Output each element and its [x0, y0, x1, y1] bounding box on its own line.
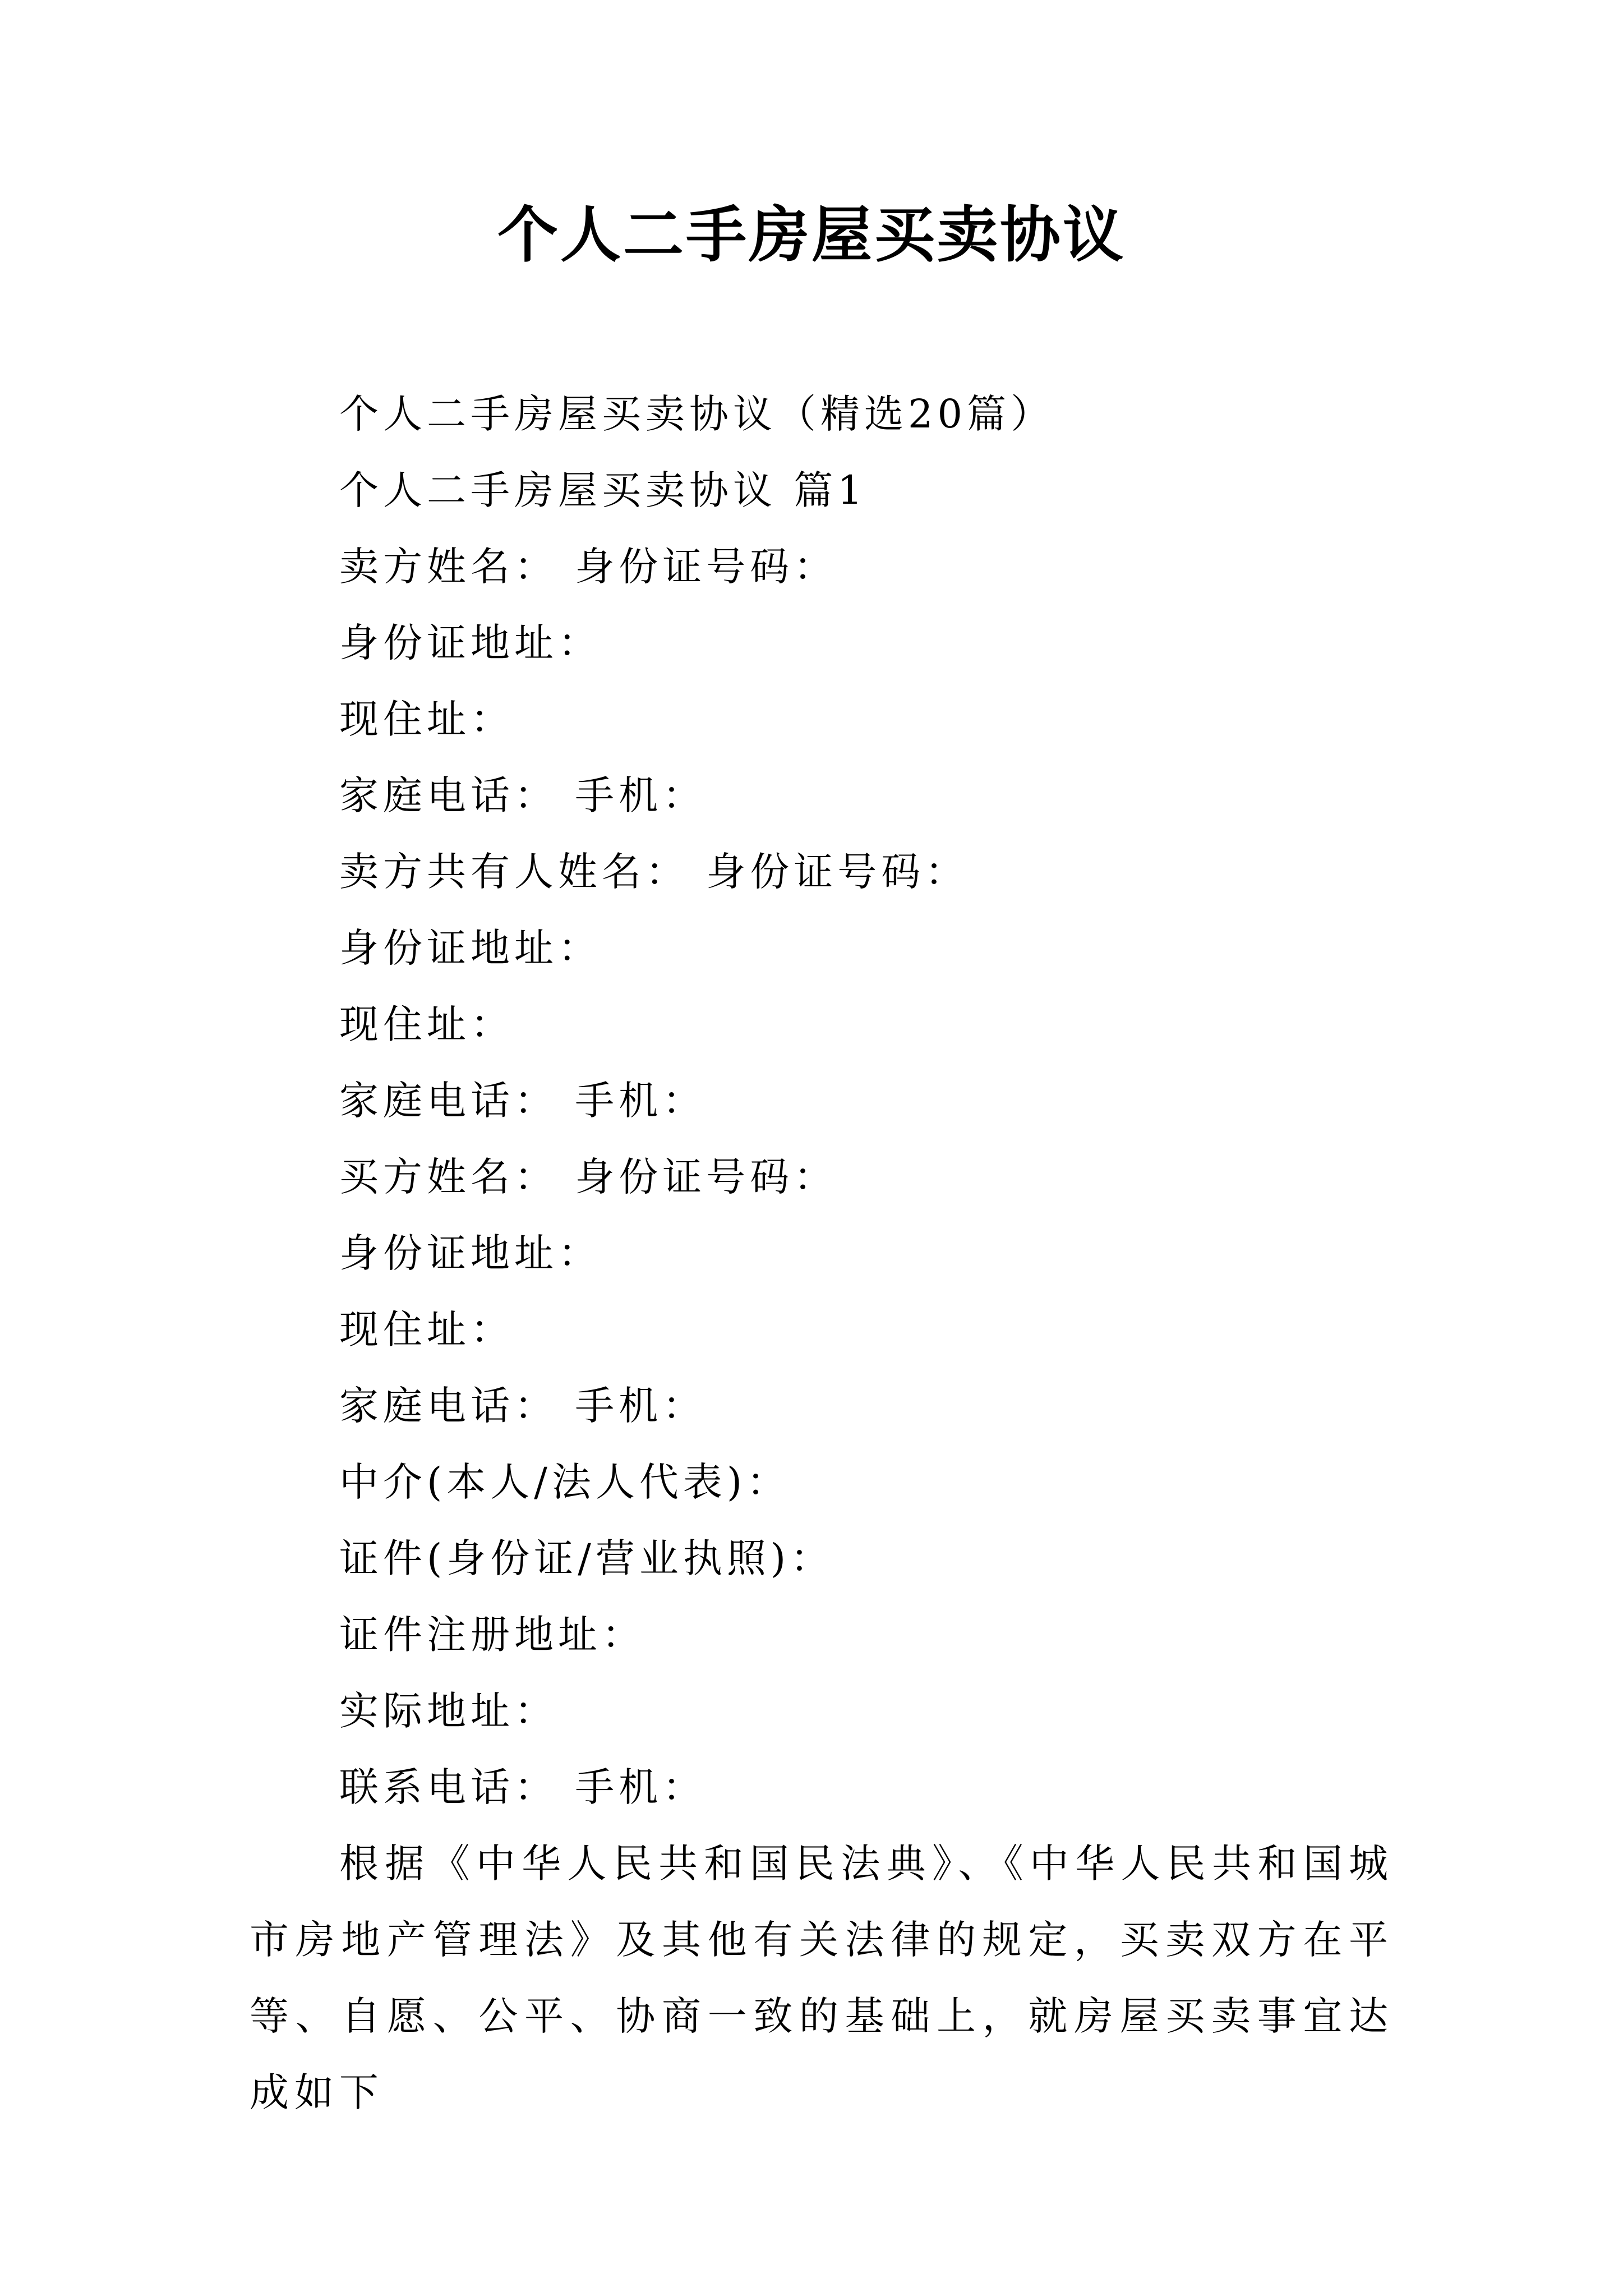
co-owner-current-address-line: 现住址： — [339, 1001, 514, 1047]
agent-actual-address-line: 实际地址： — [339, 1688, 558, 1734]
co-owner-id-address-line: 身份证地址： — [339, 925, 602, 971]
seller-current-address-line: 现住址： — [339, 696, 514, 742]
co-owner-name-line: 卖方共有人姓名： 身份证号码： — [339, 849, 969, 895]
agent-registered-address-line: 证件注册地址： — [339, 1612, 645, 1658]
buyer-name-line: 买方姓名： 身份证号码： — [339, 1154, 838, 1200]
section-heading: 个人二手房屋买卖协议 篇1 — [339, 467, 867, 513]
seller-name-line: 卖方姓名： 身份证号码： — [339, 544, 838, 590]
co-owner-phone-line: 家庭电话： 手机： — [339, 1078, 707, 1124]
agent-line: 中介(本人/法人代表)： — [339, 1459, 791, 1505]
buyer-id-address-line: 身份证地址： — [339, 1230, 602, 1276]
seller-phone-line: 家庭电话： 手机： — [339, 772, 707, 818]
agent-phone-line: 联系电话： 手机： — [339, 1764, 707, 1810]
buyer-phone-line: 家庭电话： 手机： — [339, 1383, 707, 1429]
buyer-current-address-line: 现住址： — [339, 1306, 514, 1352]
document-title: 个人二手房屋买卖协议 — [497, 200, 1126, 270]
agent-certificate-line: 证件(身份证/营业执照)： — [339, 1535, 834, 1581]
subtitle-line: 个人二手房屋买卖协议（精选20篇） — [339, 391, 1055, 437]
seller-id-address-line: 身份证地址： — [339, 620, 602, 666]
legal-basis-paragraph: 根据《中华人民共和国民法典》、《中华人民共和国城市房地产管理法》及其他有关法律的规定，买卖双方在平等、自愿、公平、协商一致的基础上，就房屋买卖事宜达成如下 — [250, 1841, 1394, 2115]
document-body — [250, 376, 1394, 2131]
